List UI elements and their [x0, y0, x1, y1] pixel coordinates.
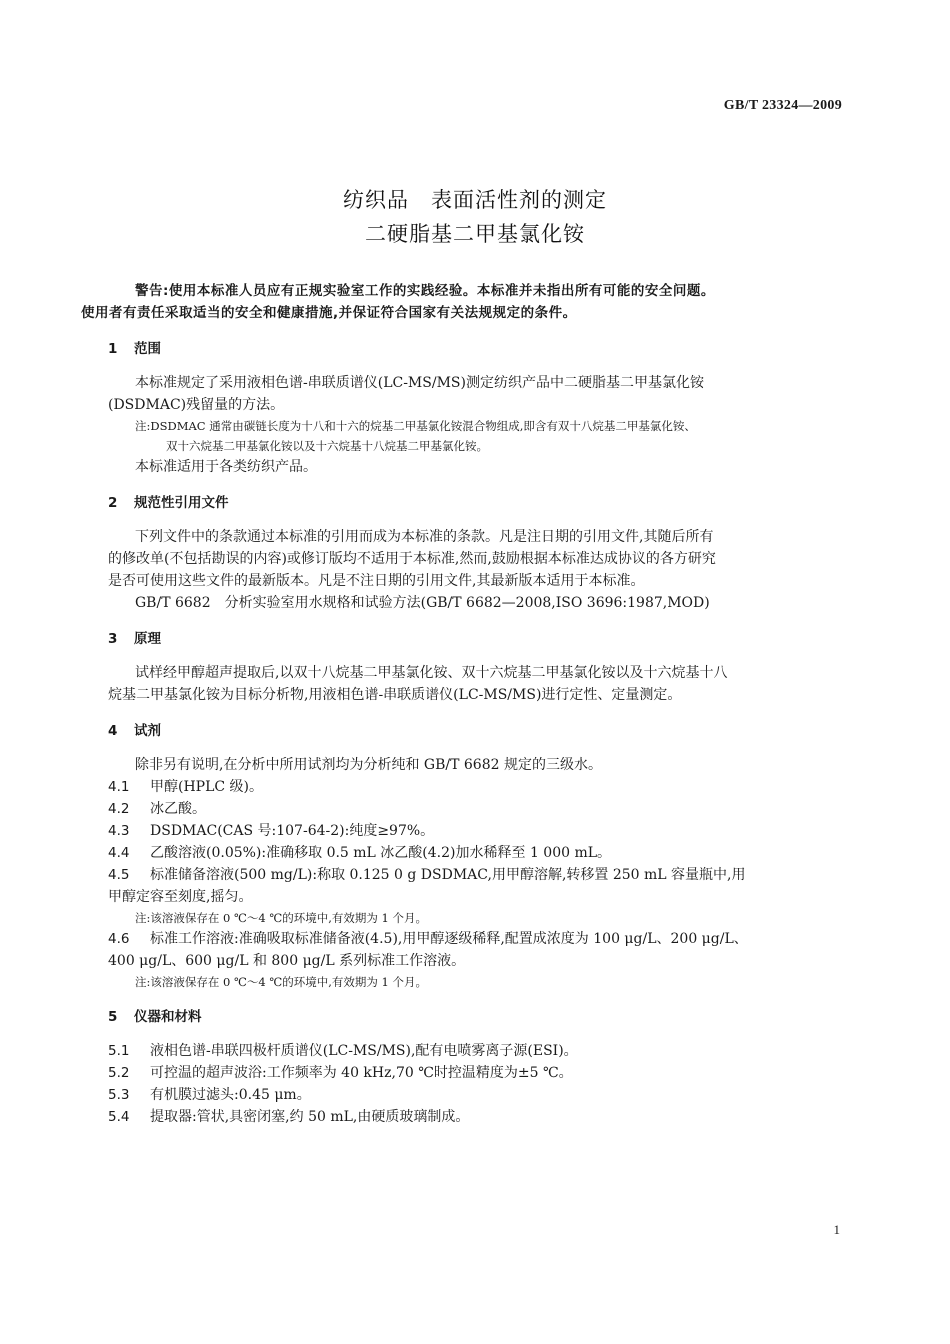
note-line: 双十六烷基二甲基氯化铵以及十六烷基十八烷基二甲基氯化铵。: [166, 439, 488, 453]
warning-line-2: 使用者有责任采取适当的安全和健康措施,并保证符合国家有关法规规定的条件。: [81, 305, 577, 321]
section-title: 试剂: [134, 723, 161, 739]
list-item: [108, 1106, 843, 1128]
section-heading-2: [108, 492, 843, 514]
item-text: 标准储备溶液(500 mg/L):称取 0.125 0 g DSDMAC,用甲醇溶解,转移置 250 mL 容量瓶中,用: [150, 867, 746, 883]
list-item: [108, 928, 843, 950]
list-item: [108, 1062, 843, 1084]
document-body: [81, 280, 843, 1128]
normative-reference: GB/T 6682 分析实验室用水规格和试验方法(GB/T 6682—2008,ISO 3696:1987,MOD): [135, 595, 710, 611]
item-number: 4.2: [108, 801, 130, 817]
item-number: 4.6: [108, 931, 130, 947]
section-title: 规范性引用文件: [134, 495, 229, 511]
list-item: [108, 864, 843, 886]
standard-code: GB/T 23324—2009: [723, 98, 842, 113]
section-number: 5: [108, 1009, 118, 1025]
list-item-continuation: 甲醇定容至刻度,摇匀。: [108, 889, 253, 905]
note-line: 注:该溶液保存在 0 ℃～4 ℃的环境中,有效期为 1 个月。: [135, 975, 427, 989]
paragraph-line: 本标准规定了采用液相色谱-串联质谱仪(LC-MS/MS)测定纺织产品中二硬脂基二甲基氯化铵: [135, 375, 704, 391]
section-title: 原理: [134, 631, 161, 647]
section-number: 2: [108, 495, 118, 511]
item-text: DSDMAC(CAS 号:107-64-2):纯度≥97%。: [150, 823, 435, 839]
item-number: 4.5: [108, 867, 130, 883]
item-text: 乙酸溶液(0.05%):准确移取 0.5 mL 冰乙酸(4.2)加水稀释至 1 000 mL。: [150, 845, 612, 861]
list-item: [108, 842, 843, 864]
paragraph-line: 本标准适用于各类纺织产品。: [135, 459, 317, 475]
item-number: 5.2: [108, 1065, 130, 1081]
warning-paragraph: [81, 280, 843, 324]
item-text: 提取器:管状,具密闭塞,约 50 mL,由硬质玻璃制成。: [150, 1109, 470, 1125]
paragraph-line: 试样经甲醇超声提取后,以双十八烷基二甲基氯化铵、双十六烷基二甲基氯化铵以及十六烷基十八: [135, 665, 728, 681]
item-text: 冰乙酸。: [150, 801, 206, 817]
section-number: 1: [108, 341, 118, 357]
list-item-continuation: 400 μg/L、600 μg/L 和 800 μg/L 系列标准工作溶液。: [108, 953, 466, 969]
title-line-2: 二硬脂基二甲基氯化铵: [365, 222, 585, 246]
item-number: 5.4: [108, 1109, 130, 1125]
list-item: [108, 798, 843, 820]
item-number: 4.1: [108, 779, 130, 795]
item-text: 有机膜过滤头:0.45 μm。: [150, 1087, 311, 1103]
item-text: 可控温的超声波浴:工作频率为 40 kHz,70 ℃时控温精度为±5 ℃。: [150, 1065, 573, 1081]
item-number: 4.3: [108, 823, 130, 839]
paragraph-line: 下列文件中的条款通过本标准的引用而成为本标准的条款。凡是注日期的引用文件,其随后所有: [135, 529, 714, 545]
note-line: 注:DSDMAC 通常由碳链长度为十八和十六的烷基二甲基氯化铵混合物组成,即含有双十八烷基二甲基氯化铵、: [135, 419, 696, 433]
section-heading-3: [108, 628, 843, 650]
section-title: 仪器和材料: [134, 1009, 202, 1025]
warning-line-1: 警告:使用本标准人员应有正规实验室工作的实践经验。本标准并未指出所有可能的安全问题。: [135, 283, 715, 299]
section-heading-5: [108, 1006, 843, 1028]
section-number: 4: [108, 723, 118, 739]
note-line: 注:该溶液保存在 0 ℃～4 ℃的环境中,有效期为 1 个月。: [135, 911, 427, 925]
list-item: [108, 776, 843, 798]
list-item: [108, 1040, 843, 1062]
item-text: 液相色谱-串联四极杆质谱仪(LC-MS/MS),配有电喷雾离子源(ESI)。: [150, 1043, 578, 1059]
paragraph-line: 除非另有说明,在分析中所用试剂均为分析纯和 GB/T 6682 规定的三级水。: [135, 757, 602, 773]
section-heading-1: [108, 338, 843, 360]
title-line-1: 纺织品 表面活性剂的测定: [343, 188, 607, 212]
paragraph-line: 烷基二甲基氯化铵为目标分析物,用液相色谱-串联质谱仪(LC-MS/MS)进行定性、定量测定。: [108, 687, 682, 703]
item-text: 标准工作溶液:准确吸取标准储备液(4.5),用甲醇逐级稀释,配置成浓度为 100 μg/L、200 μg/L、: [150, 931, 748, 947]
paragraph-line: 是否可使用这些文件的最新版本。凡是不注日期的引用文件,其最新版本适用于本标准。: [108, 573, 645, 589]
item-number: 5.3: [108, 1087, 130, 1103]
paragraph-line: 的修改单(不包括勘误的内容)或修订版均不适用于本标准,然而,鼓励根据本标准达成协议的各方研究: [108, 551, 716, 567]
page-number: 1: [833, 1222, 840, 1237]
item-text: 甲醇(HPLC 级)。: [150, 779, 264, 795]
item-number: 5.1: [108, 1043, 130, 1059]
item-number: 4.4: [108, 845, 130, 861]
section-title: 范围: [134, 341, 161, 357]
list-item: [108, 1084, 843, 1106]
list-item: [108, 820, 843, 842]
paragraph-line: (DSDMAC)残留量的方法。: [108, 397, 285, 413]
section-heading-4: [108, 720, 843, 742]
section-number: 3: [108, 631, 118, 647]
